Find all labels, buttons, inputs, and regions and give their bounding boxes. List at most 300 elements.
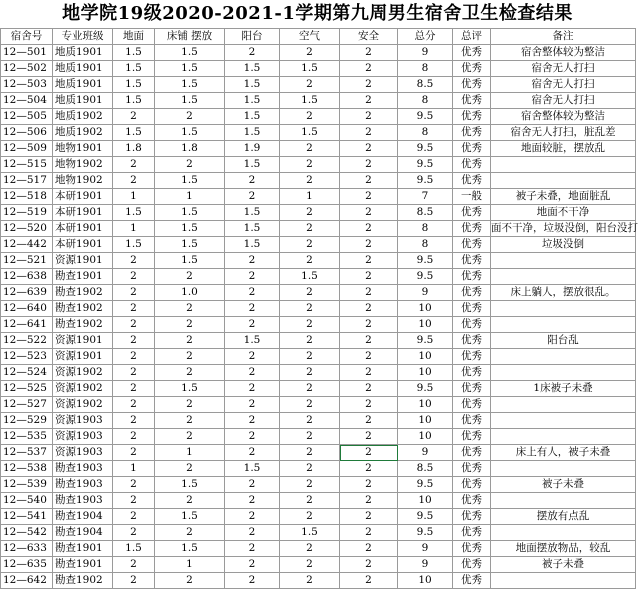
cell-remarks[interactable]: 床上躺人，摆放很乱。 bbox=[491, 285, 636, 301]
cell-air-score[interactable]: 2 bbox=[280, 509, 340, 525]
cell-total-score[interactable]: 10 bbox=[398, 317, 453, 333]
cell-bed-score[interactable]: 1.5 bbox=[155, 253, 225, 269]
cell-class[interactable]: 勘查1901 bbox=[53, 541, 113, 557]
cell-bed-score[interactable]: 2 bbox=[155, 269, 225, 285]
cell-balcony-score[interactable]: 1.5 bbox=[225, 205, 280, 221]
cell-remarks[interactable] bbox=[491, 397, 636, 413]
cell-balcony-score[interactable]: 2 bbox=[225, 365, 280, 381]
cell-room-number[interactable]: 12—504 bbox=[1, 93, 53, 109]
cell-floor-score[interactable]: 2 bbox=[113, 573, 155, 589]
cell-bed-score[interactable]: 2 bbox=[155, 333, 225, 349]
cell-floor-score[interactable]: 2 bbox=[113, 365, 155, 381]
cell-safety-score[interactable]: 2 bbox=[340, 301, 398, 317]
cell-overall-rating[interactable]: 优秀 bbox=[453, 301, 491, 317]
cell-room-number[interactable]: 12—506 bbox=[1, 125, 53, 141]
cell-safety-score[interactable]: 2 bbox=[340, 173, 398, 189]
cell-room-number[interactable]: 12—442 bbox=[1, 237, 53, 253]
cell-room-number[interactable]: 12—640 bbox=[1, 301, 53, 317]
cell-room-number[interactable]: 12—519 bbox=[1, 205, 53, 221]
cell-air-score[interactable]: 2 bbox=[280, 365, 340, 381]
cell-air-score[interactable]: 2 bbox=[280, 493, 340, 509]
cell-bed-score[interactable]: 2 bbox=[155, 301, 225, 317]
cell-class[interactable]: 勘查1903 bbox=[53, 477, 113, 493]
cell-room-number[interactable]: 12—522 bbox=[1, 333, 53, 349]
cell-class[interactable]: 地质1901 bbox=[53, 93, 113, 109]
cell-room-number[interactable]: 12—635 bbox=[1, 557, 53, 573]
cell-floor-score[interactable]: 2 bbox=[113, 269, 155, 285]
cell-floor-score[interactable]: 1 bbox=[113, 461, 155, 477]
column-header-total-score[interactable]: 总分 bbox=[398, 29, 453, 45]
cell-class[interactable]: 资源1901 bbox=[53, 253, 113, 269]
cell-balcony-score[interactable]: 1.5 bbox=[225, 461, 280, 477]
cell-bed-score[interactable]: 2 bbox=[155, 157, 225, 173]
cell-overall-rating[interactable]: 优秀 bbox=[453, 461, 491, 477]
cell-safety-score[interactable]: 2 bbox=[340, 525, 398, 541]
cell-total-score[interactable]: 8 bbox=[398, 237, 453, 253]
cell-remarks[interactable]: 宿舍无人打扫 bbox=[491, 77, 636, 93]
cell-air-score[interactable]: 2 bbox=[280, 157, 340, 173]
cell-balcony-score[interactable]: 2 bbox=[225, 301, 280, 317]
cell-floor-score[interactable]: 2 bbox=[113, 429, 155, 445]
column-header-room-number[interactable]: 宿舍号 bbox=[1, 29, 53, 45]
cell-class[interactable]: 本研1901 bbox=[53, 237, 113, 253]
cell-overall-rating[interactable]: 优秀 bbox=[453, 221, 491, 237]
cell-overall-rating[interactable]: 优秀 bbox=[453, 61, 491, 77]
cell-remarks[interactable] bbox=[491, 429, 636, 445]
cell-safety-score[interactable]: 2 bbox=[340, 77, 398, 93]
cell-overall-rating[interactable]: 优秀 bbox=[453, 141, 491, 157]
cell-overall-rating[interactable]: 优秀 bbox=[453, 173, 491, 189]
column-header-remarks[interactable]: 备注 bbox=[491, 29, 636, 45]
cell-overall-rating[interactable]: 优秀 bbox=[453, 77, 491, 93]
cell-safety-score[interactable]: 2 bbox=[340, 557, 398, 573]
cell-remarks[interactable]: 宿舍整体较为整洁 bbox=[491, 45, 636, 61]
cell-bed-score[interactable]: 2 bbox=[155, 413, 225, 429]
cell-class[interactable]: 资源1901 bbox=[53, 333, 113, 349]
cell-bed-score[interactable]: 1 bbox=[155, 445, 225, 461]
cell-air-score[interactable]: 2 bbox=[280, 557, 340, 573]
cell-total-score[interactable]: 10 bbox=[398, 413, 453, 429]
cell-overall-rating[interactable]: 优秀 bbox=[453, 349, 491, 365]
cell-air-score[interactable]: 2 bbox=[280, 109, 340, 125]
cell-balcony-score[interactable]: 2 bbox=[225, 413, 280, 429]
cell-overall-rating[interactable]: 优秀 bbox=[453, 429, 491, 445]
cell-total-score[interactable]: 9 bbox=[398, 445, 453, 461]
cell-room-number[interactable]: 12—520 bbox=[1, 221, 53, 237]
cell-class[interactable]: 勘查1903 bbox=[53, 461, 113, 477]
cell-remarks[interactable]: 宿舍整体较为整洁 bbox=[491, 109, 636, 125]
cell-air-score[interactable]: 2 bbox=[280, 221, 340, 237]
cell-safety-score[interactable]: 2 bbox=[340, 365, 398, 381]
cell-safety-score[interactable]: 2 bbox=[340, 253, 398, 269]
cell-safety-score[interactable]: 2 bbox=[340, 221, 398, 237]
cell-balcony-score[interactable]: 2 bbox=[225, 429, 280, 445]
cell-floor-score[interactable]: 1.5 bbox=[113, 45, 155, 61]
cell-floor-score[interactable]: 2 bbox=[113, 445, 155, 461]
cell-remarks[interactable]: 阳台乱 bbox=[491, 333, 636, 349]
cell-floor-score[interactable]: 2 bbox=[113, 109, 155, 125]
cell-bed-score[interactable]: 1.5 bbox=[155, 45, 225, 61]
cell-balcony-score[interactable]: 2 bbox=[225, 285, 280, 301]
cell-balcony-score[interactable]: 2 bbox=[225, 349, 280, 365]
cell-balcony-score[interactable]: 1.5 bbox=[225, 221, 280, 237]
cell-total-score[interactable]: 10 bbox=[398, 301, 453, 317]
cell-air-score[interactable]: 2 bbox=[280, 301, 340, 317]
cell-bed-score[interactable]: 1.8 bbox=[155, 141, 225, 157]
cell-floor-score[interactable]: 2 bbox=[113, 493, 155, 509]
cell-total-score[interactable]: 10 bbox=[398, 397, 453, 413]
cell-balcony-score[interactable]: 2 bbox=[225, 269, 280, 285]
cell-air-score[interactable]: 2 bbox=[280, 381, 340, 397]
cell-air-score[interactable]: 2 bbox=[280, 397, 340, 413]
cell-total-score[interactable]: 9.5 bbox=[398, 381, 453, 397]
cell-floor-score[interactable]: 2 bbox=[113, 253, 155, 269]
cell-total-score[interactable]: 10 bbox=[398, 349, 453, 365]
cell-overall-rating[interactable]: 优秀 bbox=[453, 541, 491, 557]
cell-total-score[interactable]: 10 bbox=[398, 493, 453, 509]
cell-total-score[interactable]: 8 bbox=[398, 125, 453, 141]
cell-bed-score[interactable]: 1.5 bbox=[155, 541, 225, 557]
cell-overall-rating[interactable]: 优秀 bbox=[453, 109, 491, 125]
cell-safety-score[interactable]: 2 bbox=[340, 477, 398, 493]
cell-overall-rating[interactable]: 优秀 bbox=[453, 573, 491, 589]
cell-class[interactable]: 本研1901 bbox=[53, 189, 113, 205]
cell-remarks[interactable] bbox=[491, 349, 636, 365]
cell-bed-score[interactable]: 1.0 bbox=[155, 285, 225, 301]
cell-safety-score[interactable]: 2 bbox=[340, 349, 398, 365]
cell-safety-score[interactable]: 2 bbox=[340, 509, 398, 525]
cell-bed-score[interactable]: 1.5 bbox=[155, 125, 225, 141]
cell-balcony-score[interactable]: 2 bbox=[225, 381, 280, 397]
cell-safety-score[interactable]: 2 bbox=[340, 429, 398, 445]
cell-overall-rating[interactable]: 优秀 bbox=[453, 45, 491, 61]
cell-room-number[interactable]: 12—517 bbox=[1, 173, 53, 189]
cell-overall-rating[interactable]: 优秀 bbox=[453, 285, 491, 301]
cell-balcony-score[interactable]: 2 bbox=[225, 253, 280, 269]
cell-overall-rating[interactable]: 优秀 bbox=[453, 525, 491, 541]
cell-remarks[interactable]: 床上有人，被子未叠 bbox=[491, 445, 636, 461]
cell-class[interactable]: 资源1903 bbox=[53, 429, 113, 445]
cell-class[interactable]: 勘查1901 bbox=[53, 557, 113, 573]
cell-bed-score[interactable]: 1.5 bbox=[155, 93, 225, 109]
column-header-safety-score[interactable]: 安全 bbox=[340, 29, 398, 45]
cell-floor-score[interactable]: 2 bbox=[113, 557, 155, 573]
cell-balcony-score[interactable]: 1.5 bbox=[225, 125, 280, 141]
cell-class[interactable]: 地质1902 bbox=[53, 109, 113, 125]
cell-remarks[interactable]: 宿舍无人打扫，脏乱差 bbox=[491, 125, 636, 141]
cell-floor-score[interactable]: 1.5 bbox=[113, 77, 155, 93]
cell-class[interactable]: 勘查1902 bbox=[53, 317, 113, 333]
cell-air-score[interactable]: 2 bbox=[280, 317, 340, 333]
cell-total-score[interactable]: 9.5 bbox=[398, 109, 453, 125]
cell-air-score[interactable]: 1.5 bbox=[280, 125, 340, 141]
cell-floor-score[interactable]: 2 bbox=[113, 397, 155, 413]
cell-floor-score[interactable]: 1.5 bbox=[113, 61, 155, 77]
cell-balcony-score[interactable]: 2 bbox=[225, 493, 280, 509]
cell-bed-score[interactable]: 1.5 bbox=[155, 77, 225, 93]
cell-floor-score[interactable]: 2 bbox=[113, 317, 155, 333]
cell-room-number[interactable]: 12—529 bbox=[1, 413, 53, 429]
column-header-air-score[interactable]: 空气 bbox=[280, 29, 340, 45]
cell-bed-score[interactable]: 1.5 bbox=[155, 509, 225, 525]
cell-balcony-score[interactable]: 2 bbox=[225, 477, 280, 493]
cell-air-score[interactable]: 2 bbox=[280, 573, 340, 589]
column-header-overall-rating[interactable]: 总评 bbox=[453, 29, 491, 45]
cell-remarks[interactable]: 地面不干净 bbox=[491, 205, 636, 221]
cell-air-score[interactable]: 2 bbox=[280, 77, 340, 93]
cell-total-score[interactable]: 9.5 bbox=[398, 253, 453, 269]
cell-balcony-score[interactable]: 1.5 bbox=[225, 93, 280, 109]
cell-bed-score[interactable]: 2 bbox=[155, 461, 225, 477]
cell-room-number[interactable]: 12—642 bbox=[1, 573, 53, 589]
cell-safety-score[interactable]: 2 bbox=[340, 493, 398, 509]
cell-safety-score[interactable]: 2 bbox=[340, 61, 398, 77]
cell-total-score[interactable]: 9 bbox=[398, 45, 453, 61]
cell-safety-score[interactable]: 2 bbox=[340, 285, 398, 301]
cell-overall-rating[interactable]: 一般 bbox=[453, 189, 491, 205]
cell-bed-score[interactable]: 1.5 bbox=[155, 205, 225, 221]
cell-total-score[interactable]: 9 bbox=[398, 541, 453, 557]
cell-room-number[interactable]: 12—537 bbox=[1, 445, 53, 461]
cell-total-score[interactable]: 8.5 bbox=[398, 461, 453, 477]
cell-remarks[interactable] bbox=[491, 525, 636, 541]
cell-class[interactable]: 资源1903 bbox=[53, 413, 113, 429]
cell-floor-score[interactable]: 2 bbox=[113, 173, 155, 189]
cell-class[interactable]: 资源1902 bbox=[53, 365, 113, 381]
cell-remarks[interactable]: 地面摆放物品，较乱 bbox=[491, 541, 636, 557]
cell-remarks[interactable]: 地面较脏，摆放乱 bbox=[491, 141, 636, 157]
cell-room-number[interactable]: 12—641 bbox=[1, 317, 53, 333]
cell-bed-score[interactable]: 1.5 bbox=[155, 237, 225, 253]
column-header-balcony-score[interactable]: 阳台 bbox=[225, 29, 280, 45]
cell-remarks[interactable]: 宿舍无人打扫 bbox=[491, 61, 636, 77]
cell-class[interactable]: 资源1901 bbox=[53, 349, 113, 365]
cell-room-number[interactable]: 12—502 bbox=[1, 61, 53, 77]
cell-balcony-score[interactable]: 1.9 bbox=[225, 141, 280, 157]
cell-safety-score[interactable]: 2 bbox=[340, 269, 398, 285]
cell-class[interactable]: 本研1901 bbox=[53, 205, 113, 221]
cell-class[interactable]: 地质1901 bbox=[53, 77, 113, 93]
cell-air-score[interactable]: 2 bbox=[280, 429, 340, 445]
cell-balcony-score[interactable]: 2 bbox=[225, 173, 280, 189]
cell-overall-rating[interactable]: 优秀 bbox=[453, 253, 491, 269]
cell-safety-score[interactable]: 2 bbox=[340, 93, 398, 109]
cell-floor-score[interactable]: 1.5 bbox=[113, 125, 155, 141]
cell-air-score[interactable]: 2 bbox=[280, 461, 340, 477]
cell-remarks[interactable]: 被子未叠 bbox=[491, 477, 636, 493]
cell-air-score[interactable]: 1.5 bbox=[280, 61, 340, 77]
cell-remarks[interactable]: 垃圾没倒 bbox=[491, 237, 636, 253]
cell-floor-score[interactable]: 2 bbox=[113, 381, 155, 397]
cell-remarks[interactable] bbox=[491, 461, 636, 477]
cell-air-score[interactable]: 2 bbox=[280, 285, 340, 301]
cell-total-score[interactable]: 9.5 bbox=[398, 157, 453, 173]
cell-room-number[interactable]: 12—501 bbox=[1, 45, 53, 61]
cell-air-score[interactable]: 2 bbox=[280, 349, 340, 365]
cell-class[interactable]: 地物1902 bbox=[53, 157, 113, 173]
cell-air-score[interactable]: 2 bbox=[280, 253, 340, 269]
cell-room-number[interactable]: 12—524 bbox=[1, 365, 53, 381]
cell-balcony-score[interactable]: 1.5 bbox=[225, 77, 280, 93]
cell-balcony-score[interactable]: 1.5 bbox=[225, 237, 280, 253]
cell-air-score[interactable]: 2 bbox=[280, 541, 340, 557]
cell-floor-score[interactable]: 1.5 bbox=[113, 93, 155, 109]
cell-safety-score[interactable]: 2 bbox=[340, 445, 398, 461]
cell-overall-rating[interactable]: 优秀 bbox=[453, 381, 491, 397]
cell-class[interactable]: 资源1903 bbox=[53, 445, 113, 461]
cell-safety-score[interactable]: 2 bbox=[340, 573, 398, 589]
cell-bed-score[interactable]: 1.5 bbox=[155, 221, 225, 237]
cell-overall-rating[interactable]: 优秀 bbox=[453, 477, 491, 493]
cell-room-number[interactable]: 12—633 bbox=[1, 541, 53, 557]
cell-bed-score[interactable]: 2 bbox=[155, 573, 225, 589]
cell-total-score[interactable]: 9.5 bbox=[398, 269, 453, 285]
cell-floor-score[interactable]: 2 bbox=[113, 525, 155, 541]
cell-remarks[interactable] bbox=[491, 173, 636, 189]
cell-bed-score[interactable]: 2 bbox=[155, 365, 225, 381]
cell-overall-rating[interactable]: 优秀 bbox=[453, 93, 491, 109]
cell-room-number[interactable]: 12—538 bbox=[1, 461, 53, 477]
cell-safety-score[interactable]: 2 bbox=[340, 541, 398, 557]
cell-safety-score[interactable]: 2 bbox=[340, 157, 398, 173]
cell-safety-score[interactable]: 2 bbox=[340, 205, 398, 221]
cell-class[interactable]: 地物1902 bbox=[53, 173, 113, 189]
cell-floor-score[interactable]: 2 bbox=[113, 349, 155, 365]
cell-total-score[interactable]: 9.5 bbox=[398, 173, 453, 189]
column-header-class[interactable]: 专业班级 bbox=[53, 29, 113, 45]
cell-balcony-score[interactable]: 2 bbox=[225, 557, 280, 573]
cell-overall-rating[interactable]: 优秀 bbox=[453, 397, 491, 413]
cell-class[interactable]: 地质1902 bbox=[53, 125, 113, 141]
cell-room-number[interactable]: 12—503 bbox=[1, 77, 53, 93]
cell-room-number[interactable]: 12—523 bbox=[1, 349, 53, 365]
cell-air-score[interactable]: 1.5 bbox=[280, 269, 340, 285]
cell-air-score[interactable]: 1.5 bbox=[280, 525, 340, 541]
cell-remarks[interactable] bbox=[491, 493, 636, 509]
cell-balcony-score[interactable]: 1.5 bbox=[225, 157, 280, 173]
cell-air-score[interactable]: 2 bbox=[280, 141, 340, 157]
cell-room-number[interactable]: 12—518 bbox=[1, 189, 53, 205]
cell-bed-score[interactable]: 1.5 bbox=[155, 477, 225, 493]
cell-overall-rating[interactable]: 优秀 bbox=[453, 269, 491, 285]
cell-room-number[interactable]: 12—515 bbox=[1, 157, 53, 173]
cell-overall-rating[interactable]: 优秀 bbox=[453, 317, 491, 333]
cell-balcony-score[interactable]: 2 bbox=[225, 445, 280, 461]
cell-class[interactable]: 勘查1902 bbox=[53, 285, 113, 301]
cell-class[interactable]: 地质1901 bbox=[53, 61, 113, 77]
cell-remarks[interactable]: 被子未叠，地面脏乱 bbox=[491, 189, 636, 205]
cell-room-number[interactable]: 12—535 bbox=[1, 429, 53, 445]
cell-class[interactable]: 地质1901 bbox=[53, 45, 113, 61]
cell-total-score[interactable]: 10 bbox=[398, 365, 453, 381]
cell-balcony-score[interactable]: 2 bbox=[225, 45, 280, 61]
cell-overall-rating[interactable]: 优秀 bbox=[453, 509, 491, 525]
cell-class[interactable]: 地物1901 bbox=[53, 141, 113, 157]
cell-remarks[interactable] bbox=[491, 573, 636, 589]
cell-class[interactable]: 勘查1902 bbox=[53, 573, 113, 589]
cell-floor-score[interactable]: 1.5 bbox=[113, 541, 155, 557]
cell-air-score[interactable]: 2 bbox=[280, 237, 340, 253]
cell-class[interactable]: 勘查1901 bbox=[53, 269, 113, 285]
cell-room-number[interactable]: 12—539 bbox=[1, 477, 53, 493]
cell-total-score[interactable]: 9 bbox=[398, 285, 453, 301]
cell-room-number[interactable]: 12—521 bbox=[1, 253, 53, 269]
cell-safety-score[interactable]: 2 bbox=[340, 413, 398, 429]
cell-balcony-score[interactable]: 2 bbox=[225, 509, 280, 525]
cell-floor-score[interactable]: 2 bbox=[113, 285, 155, 301]
cell-overall-rating[interactable]: 优秀 bbox=[453, 557, 491, 573]
cell-bed-score[interactable]: 2 bbox=[155, 317, 225, 333]
cell-air-score[interactable]: 2 bbox=[280, 205, 340, 221]
cell-air-score[interactable]: 1.5 bbox=[280, 93, 340, 109]
cell-total-score[interactable]: 9 bbox=[398, 557, 453, 573]
column-header-bed-score[interactable]: 床铺 摆放 bbox=[155, 29, 225, 45]
cell-remarks[interactable]: 被子未叠 bbox=[491, 557, 636, 573]
cell-balcony-score[interactable]: 2 bbox=[225, 189, 280, 205]
cell-overall-rating[interactable]: 优秀 bbox=[453, 157, 491, 173]
cell-total-score[interactable]: 8.5 bbox=[398, 205, 453, 221]
cell-remarks[interactable] bbox=[491, 157, 636, 173]
cell-class[interactable]: 勘查1904 bbox=[53, 525, 113, 541]
cell-air-score[interactable]: 2 bbox=[280, 45, 340, 61]
cell-total-score[interactable]: 9.5 bbox=[398, 509, 453, 525]
cell-air-score[interactable]: 2 bbox=[280, 333, 340, 349]
cell-balcony-score[interactable]: 2 bbox=[225, 541, 280, 557]
cell-safety-score[interactable]: 2 bbox=[340, 397, 398, 413]
cell-safety-score[interactable]: 2 bbox=[340, 237, 398, 253]
cell-total-score[interactable]: 9.5 bbox=[398, 333, 453, 349]
cell-bed-score[interactable]: 2 bbox=[155, 349, 225, 365]
cell-balcony-score[interactable]: 1.5 bbox=[225, 333, 280, 349]
cell-total-score[interactable]: 10 bbox=[398, 429, 453, 445]
cell-safety-score[interactable]: 2 bbox=[340, 461, 398, 477]
cell-overall-rating[interactable]: 优秀 bbox=[453, 413, 491, 429]
cell-balcony-score[interactable]: 1.5 bbox=[225, 61, 280, 77]
cell-safety-score[interactable]: 2 bbox=[340, 189, 398, 205]
cell-room-number[interactable]: 12—527 bbox=[1, 397, 53, 413]
cell-safety-score[interactable]: 2 bbox=[340, 141, 398, 157]
cell-balcony-score[interactable]: 2 bbox=[225, 573, 280, 589]
cell-floor-score[interactable]: 2 bbox=[113, 509, 155, 525]
cell-remarks[interactable]: 摆放有点乱 bbox=[491, 509, 636, 525]
cell-balcony-score[interactable]: 2 bbox=[225, 397, 280, 413]
cell-bed-score[interactable]: 1 bbox=[155, 189, 225, 205]
cell-overall-rating[interactable]: 优秀 bbox=[453, 205, 491, 221]
cell-remarks[interactable] bbox=[491, 365, 636, 381]
cell-overall-rating[interactable]: 优秀 bbox=[453, 493, 491, 509]
cell-balcony-score[interactable]: 2 bbox=[225, 525, 280, 541]
cell-class[interactable]: 勘查1902 bbox=[53, 301, 113, 317]
cell-balcony-score[interactable]: 2 bbox=[225, 317, 280, 333]
cell-total-score[interactable]: 8 bbox=[398, 221, 453, 237]
cell-room-number[interactable]: 12—540 bbox=[1, 493, 53, 509]
cell-safety-score[interactable]: 2 bbox=[340, 109, 398, 125]
cell-remarks[interactable]: 1床被子未叠 bbox=[491, 381, 636, 397]
cell-floor-score[interactable]: 2 bbox=[113, 333, 155, 349]
cell-floor-score[interactable]: 1.5 bbox=[113, 205, 155, 221]
cell-floor-score[interactable]: 1.8 bbox=[113, 141, 155, 157]
cell-safety-score[interactable]: 2 bbox=[340, 381, 398, 397]
cell-air-score[interactable]: 2 bbox=[280, 413, 340, 429]
cell-remarks[interactable]: 宿舍无人打扫 bbox=[491, 93, 636, 109]
cell-bed-score[interactable]: 1.5 bbox=[155, 173, 225, 189]
cell-floor-score[interactable]: 2 bbox=[113, 477, 155, 493]
cell-floor-score[interactable]: 2 bbox=[113, 157, 155, 173]
cell-room-number[interactable]: 12—505 bbox=[1, 109, 53, 125]
cell-total-score[interactable]: 9.5 bbox=[398, 141, 453, 157]
cell-total-score[interactable]: 9.5 bbox=[398, 477, 453, 493]
cell-air-score[interactable]: 2 bbox=[280, 477, 340, 493]
